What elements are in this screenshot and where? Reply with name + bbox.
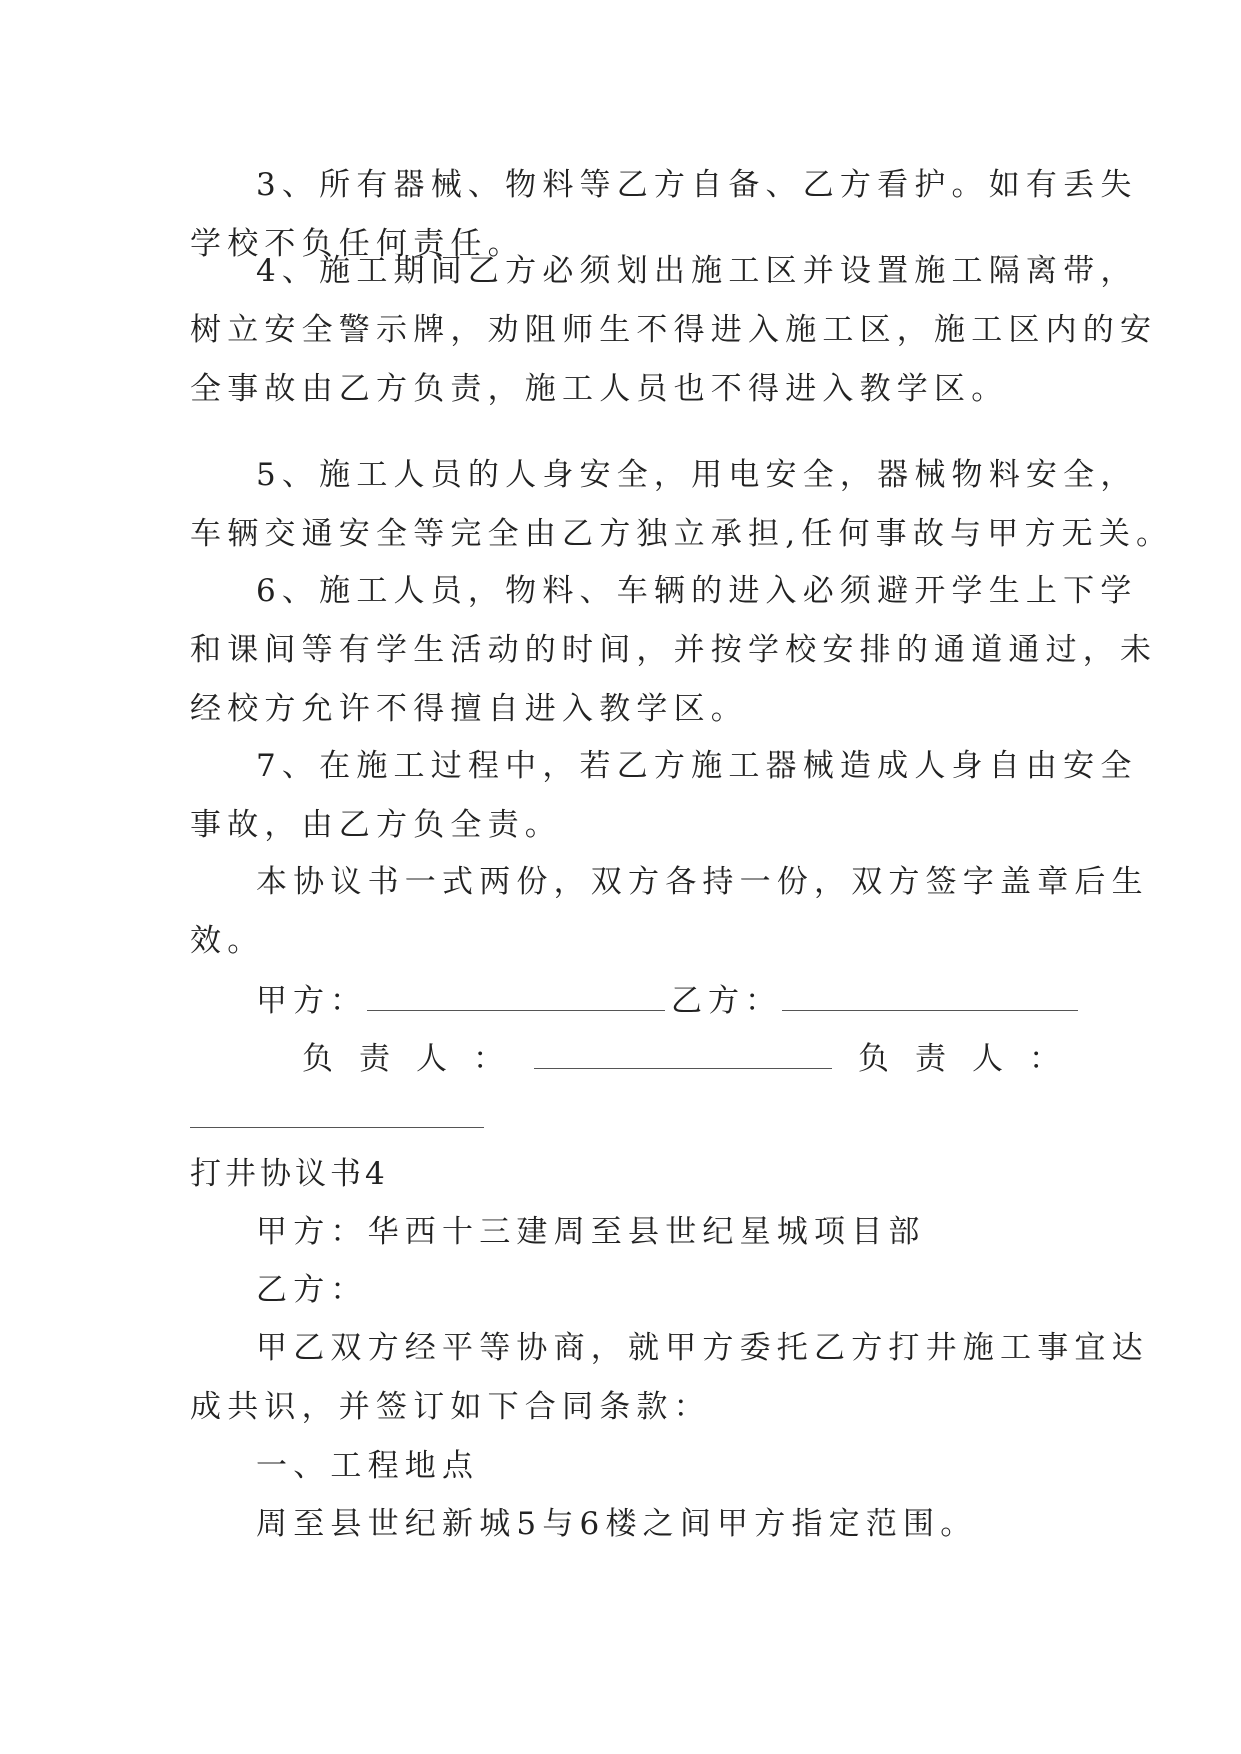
responsible-a-label: 负责人：	[302, 1041, 530, 1077]
clause-6-line-3: 经校方允许不得擅自进入教学区。	[190, 691, 748, 727]
clause-7-line-2: 事故，由乙方负全责。	[190, 807, 562, 843]
responsible-b-label: 负责人：	[858, 1041, 1086, 1077]
clause-6-line-2: 和课间等有学生活动的时间，并按学校安排的通道通过，未	[190, 632, 1158, 668]
party-b-blank[interactable]	[782, 980, 1078, 1011]
copies-line-2: 效。	[190, 923, 265, 959]
agreement-4-party-a: 甲方：华西十三建周至县世纪星城项目部	[256, 1214, 926, 1250]
clause-7-line-1: 7、在施工过程中，若乙方施工器械造成人身自由安全	[256, 748, 1138, 784]
clause-5-line-2: 车辆交通安全等完全由乙方独立承担,任何事故与甲方无关。	[190, 516, 1174, 552]
agreement-4-intro-line-1: 甲乙双方经平等协商，就甲方委托乙方打井施工事宜达	[256, 1330, 1149, 1366]
party-a-signature-row	[256, 980, 1078, 1021]
clause-4-line-2: 树立安全警示牌，劝阻师生不得进入施工区，施工区内的安	[190, 312, 1158, 348]
party-a-blank[interactable]	[367, 980, 665, 1011]
copies-line-1: 本协议书一式两份，双方各持一份，双方签字盖章后生	[256, 864, 1149, 900]
section-1-heading: 一、工程地点	[256, 1448, 480, 1484]
responsible-b-blank[interactable]	[190, 1097, 484, 1128]
clause-3-line-2: 学校不负任何责任。	[190, 226, 525, 262]
clause-4-line-3: 全事故由乙方负责，施工人员也不得进入教学区。	[190, 371, 1009, 407]
clause-4-line-1: 4、施工期间乙方必须划出施工区并设置施工隔离带，	[256, 253, 1138, 289]
clause-3-line-1: 3、所有器械、物料等乙方自备、乙方看护。如有丢失	[256, 167, 1138, 203]
agreement-4-intro-line-2: 成共识，并签订如下合同条款：	[190, 1389, 711, 1425]
responsible-b-blank-row	[190, 1097, 484, 1138]
responsible-a-blank[interactable]	[534, 1038, 832, 1069]
agreement-4-party-b: 乙方：	[256, 1272, 368, 1308]
responsible-signature-row	[302, 1038, 1086, 1079]
clause-6-line-1: 6、施工人员，物料、车辆的进入必须避开学生上下学	[256, 573, 1138, 609]
clause-5-line-1: 5、施工人员的人身安全，用电安全，器械物料安全，	[256, 457, 1138, 493]
section-1-text: 周至县世纪新城5与6楼之间甲方指定范围。	[256, 1506, 978, 1542]
agreement-4-title: 打井协议书4	[190, 1156, 389, 1192]
party-b-label: 乙方：	[671, 983, 782, 1019]
party-a-label: 甲方：	[256, 983, 367, 1019]
